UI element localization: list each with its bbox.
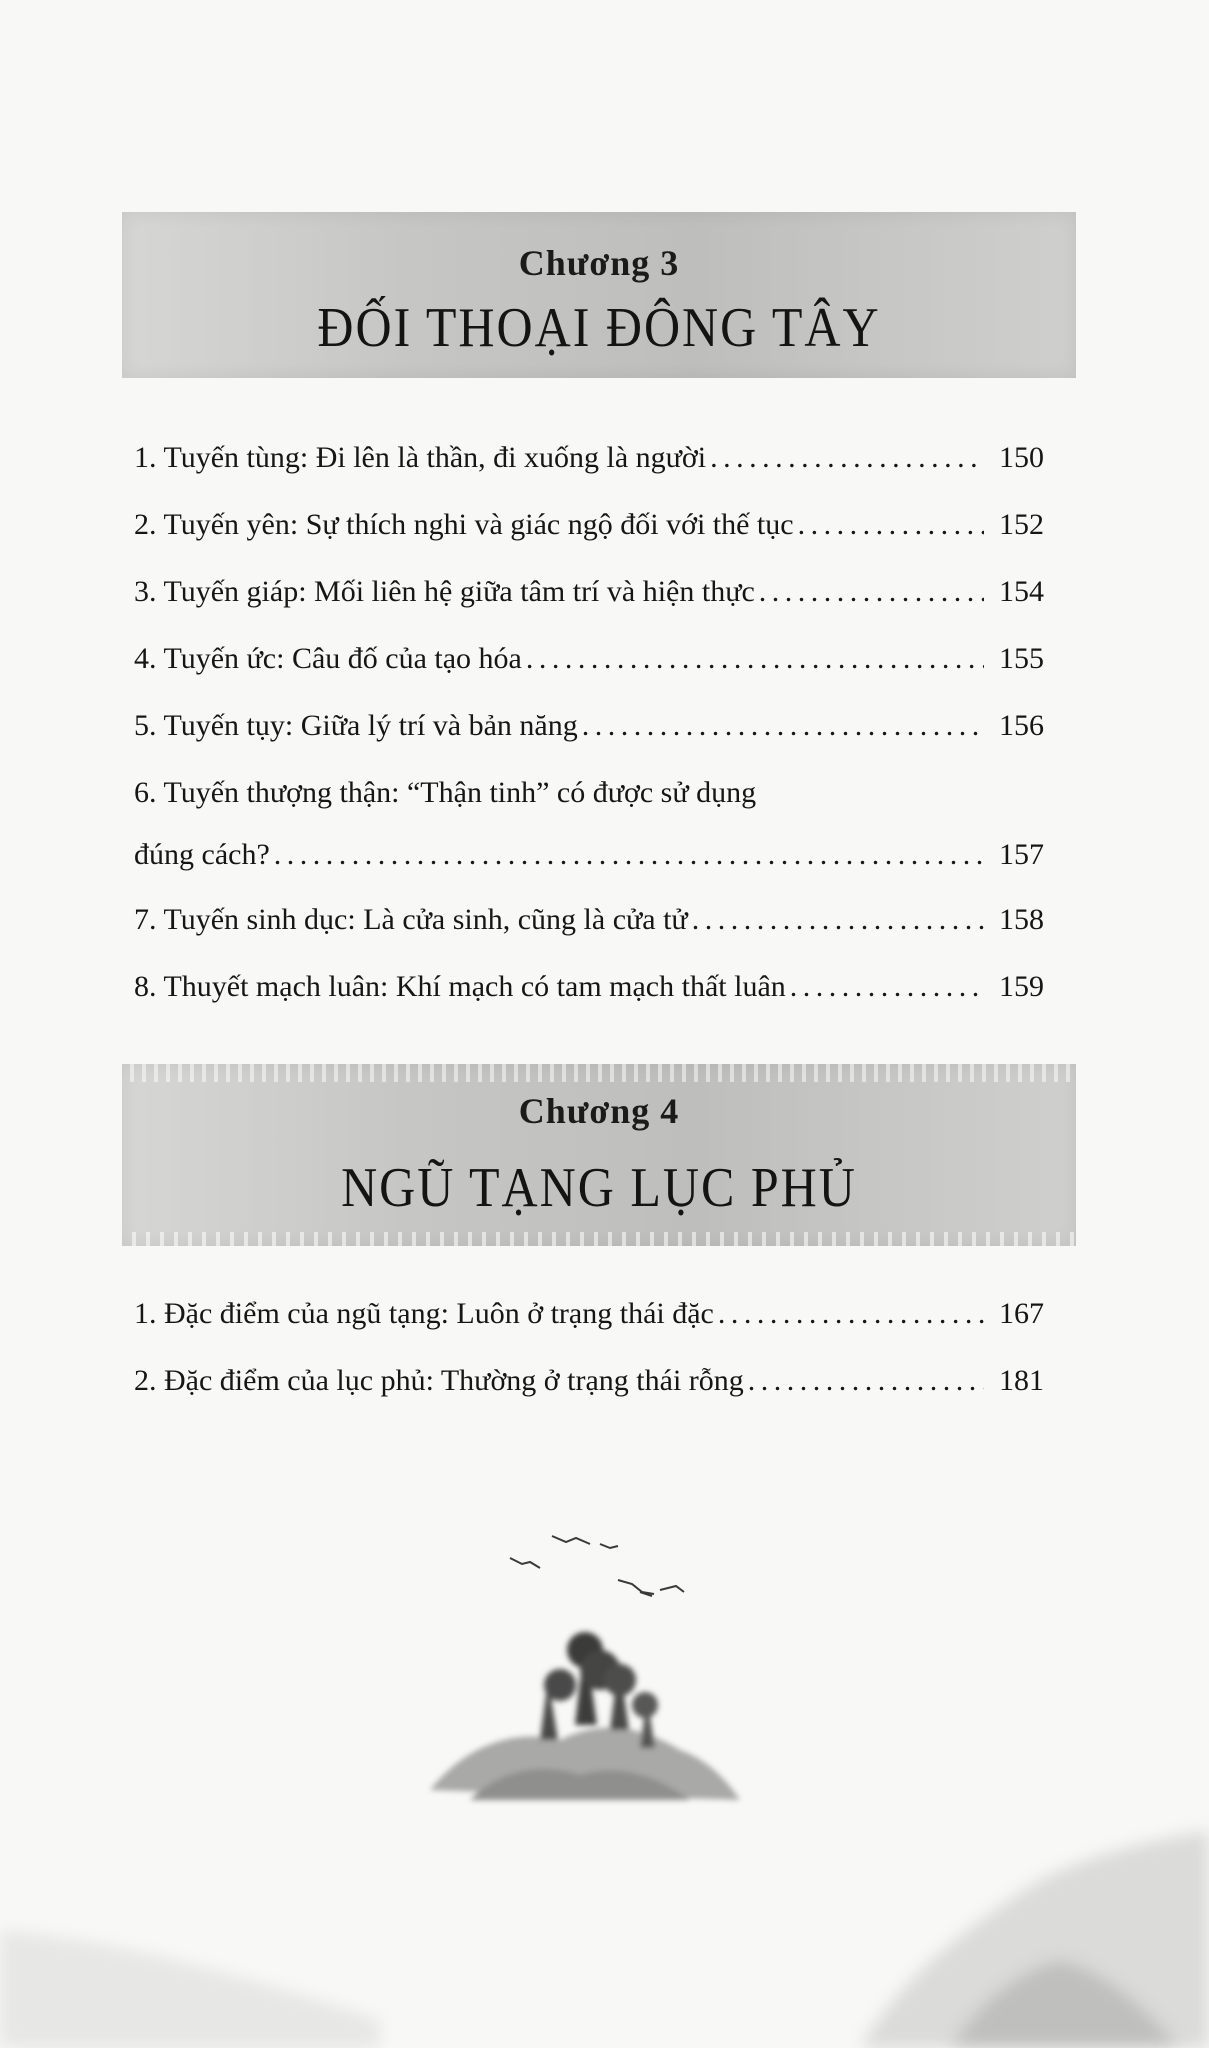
dot-leader (718, 1294, 984, 1334)
toc-entry-title: 4. Tuyến ức: Câu đố của tạo hóa (134, 642, 522, 675)
toc-entry-title: 8. Thuyết mạch luân: Khí mạch có tam mạch thất luân (134, 970, 786, 1003)
toc-entry[interactable] (134, 438, 1044, 505)
toc-entry-title: 5. Tuyến tụy: Giữa lý trí và bản năng (134, 709, 578, 742)
dot-leader (790, 967, 984, 1007)
mountain-icon (430, 1632, 740, 1800)
toc-entry[interactable] (134, 1294, 1044, 1361)
toc-entry-title: 2. Đặc điểm của lục phủ: Thường ở trạng thái rỗng (134, 1364, 744, 1397)
toc-entry-page: 154 (999, 575, 1044, 608)
toc-entry[interactable] (134, 639, 1044, 706)
chapter-4-banner (122, 1064, 1076, 1246)
toc-entry[interactable] (134, 967, 1044, 1034)
toc-entry-page: 155 (999, 642, 1044, 675)
toc-entry-page: 181 (999, 1364, 1044, 1397)
toc-entry-page: 156 (999, 709, 1044, 742)
toc-entry[interactable] (134, 773, 1044, 900)
chapter-3-toc (134, 438, 1044, 1034)
dot-leader (759, 572, 984, 612)
toc-entry-page: 150 (999, 441, 1044, 474)
dot-leader (582, 706, 984, 746)
chapter-3-banner (122, 212, 1076, 378)
toc-entry[interactable] (134, 1361, 1044, 1428)
toc-entry-page: 159 (999, 970, 1044, 1003)
chapter-number: Chương 3 (518, 243, 680, 283)
toc-entry[interactable] (134, 505, 1044, 572)
toc-entry[interactable] (134, 706, 1044, 773)
dot-leader (710, 438, 984, 478)
toc-entry-page: 152 (999, 508, 1044, 541)
dot-leader (274, 835, 984, 875)
toc-entry-page: 157 (999, 838, 1044, 871)
toc-entry-title: 7. Tuyến sinh dục: Là cửa sinh, cũng là cửa tử (134, 903, 688, 936)
toc-entry-title-line1: 6. Tuyến thượng thận: “Thận tinh” có được sử dụng (134, 776, 757, 809)
toc-entry-title: 1. Tuyến tùng: Đi lên là thần, đi xuống là người (134, 441, 707, 474)
dot-leader (748, 1361, 984, 1401)
birds-icon (510, 1536, 684, 1596)
toc-entry[interactable] (134, 900, 1044, 967)
chapter-title: ĐỐI THOẠI ĐÔNG TÂY (317, 295, 881, 359)
chapter-number: Chương 4 (518, 1091, 680, 1131)
toc-entry[interactable] (134, 572, 1044, 639)
chapter-4-toc (134, 1294, 1044, 1428)
toc-entry-title: 3. Tuyến giáp: Mối liên hệ giữa tâm trí và hiện thực (134, 575, 755, 608)
toc-entry-title: 1. Đặc điểm của ngũ tạng: Luôn ở trạng thái đặc (134, 1297, 714, 1330)
dot-leader (798, 505, 984, 545)
toc-entry-title: 2. Tuyến yên: Sự thích nghi và giác ngộ đối với thế tục (134, 508, 794, 541)
toc-entry-page: 167 (999, 1297, 1044, 1330)
dot-leader (526, 639, 984, 679)
toc-entry-title-line2: đúng cách? (134, 838, 270, 871)
dot-leader (692, 900, 984, 940)
landscape-illustration (0, 1500, 1209, 2048)
toc-entry-page: 158 (999, 903, 1044, 936)
chapter-title: NGŨ TẠNG LỤC PHỦ (341, 1155, 857, 1219)
